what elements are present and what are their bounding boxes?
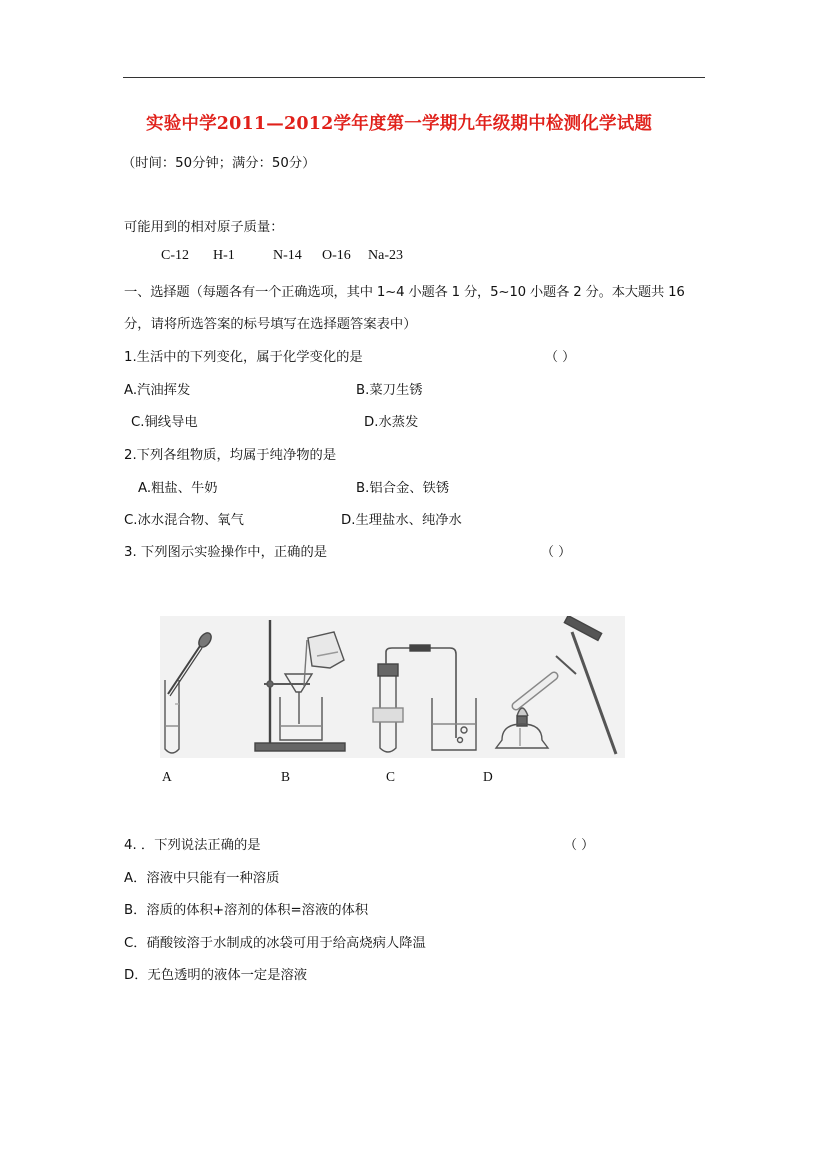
q1-option-d: D.水蒸发 [364, 415, 419, 430]
q4-option-d: D．无色透明的液体一定是溶液 [124, 968, 308, 983]
figure-label-c: C [386, 769, 396, 784]
page-title: 实验中学2011—2012学年度第一学期九年级期中检测化学试题 [146, 114, 653, 134]
header-rule [123, 77, 705, 78]
atomic-mass-c: C-12 [161, 248, 189, 263]
figure-label-b: B [281, 769, 291, 784]
q4-stem: 4. ．下列说法正确的是 [124, 838, 261, 853]
q2-stem: 2.下列各组物质，均属于纯净物的是 [124, 448, 337, 463]
q1-option-a: A.汽油挥发 [124, 383, 191, 398]
atomic-mass-n: N-14 [273, 248, 302, 263]
q2-option-c: C.冰水混合物、氧气 [124, 513, 244, 528]
atomic-mass-label: 可能用到的相对原子质量： [124, 220, 284, 235]
atomic-mass-o: O-16 [322, 248, 351, 263]
q3-stem: 3. 下列图示实验操作中，正确的是 [124, 545, 328, 560]
section1-heading-line2: 分，请将所选答案的标号填写在选择题答案表中） [124, 317, 417, 332]
q3-answer-paren: （ ） [541, 545, 572, 560]
q4-option-c: C．硝酸铵溶于水制成的冰袋可用于给高烧病人降温 [124, 936, 426, 951]
q1-stem: 1.生活中的下列变化，属于化学变化的是 [124, 350, 363, 365]
atomic-mass-na: Na-23 [368, 248, 403, 263]
section1-heading-line1: 一、选择题（每题各有一个正确选项，其中 1~4 小题各 1 分，5~10 小题各 2 分。本大题共 16 [124, 285, 685, 300]
q4-answer-paren: （ ） [564, 838, 595, 853]
q4-option-a: A．溶液中只能有一种溶质 [124, 871, 280, 886]
q2-option-d: D.生理盐水、纯净水 [341, 513, 462, 528]
q1-answer-paren: （ ） [545, 350, 576, 365]
q4-option-b: B．溶质的体积+溶剂的体积=溶液的体积 [124, 903, 369, 918]
lab-operations-figure [160, 616, 625, 758]
q1-option-c: C.铜线导电 [131, 415, 198, 430]
figure-label-d: D [483, 769, 493, 784]
q2-option-a: A.粗盐、牛奶 [138, 481, 218, 496]
q1-option-b: B.菜刀生锈 [356, 383, 423, 398]
figure-label-a: A [162, 769, 172, 784]
time-info: （时间：50分钟；满分：50分） [122, 156, 316, 171]
q2-option-b: B.铝合金、铁锈 [356, 481, 450, 496]
atomic-mass-h: H-1 [213, 248, 235, 263]
